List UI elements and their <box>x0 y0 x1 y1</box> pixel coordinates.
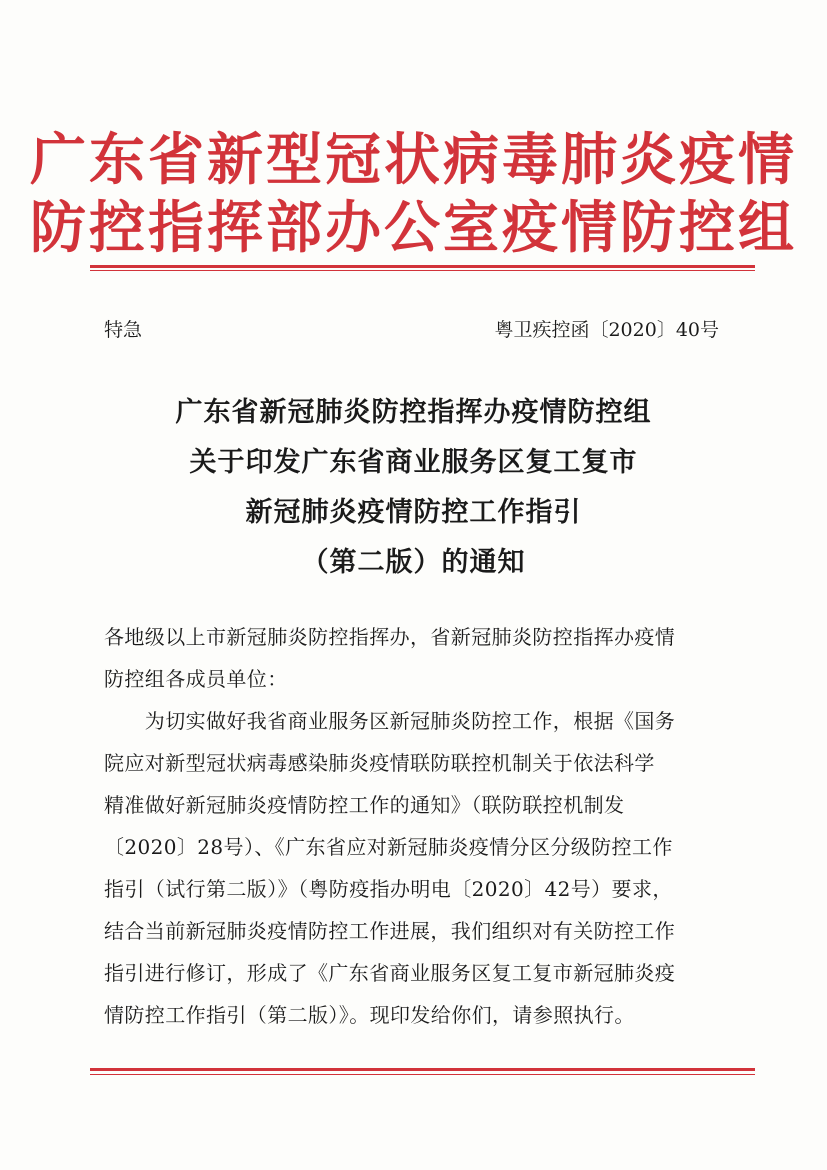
body-text-line: 指引（试行第二版）》（粤防疫指办明电〔2020〕42号）要求， <box>104 877 673 901</box>
document-number: 粤卫疾控函〔2020〕40号 <box>494 319 719 341</box>
body-text-line: 各地级以上市新冠肺炎防控指挥办，省新冠肺炎防控指挥办疫情 <box>104 625 676 649</box>
letterhead-title-line-1: 广东省新型冠状病毒肺炎疫情 <box>30 128 797 193</box>
body-text-line: 精准做好新冠肺炎疫情防控工作的通知》（联防联控机制发 <box>104 793 625 817</box>
letterhead-title-line-2: 防控指挥部办公室疫情防控组 <box>30 196 797 261</box>
notice-title-line-1: 广东省新冠肺炎防控指挥办疫情防控组 <box>175 397 652 428</box>
body-text-line: 情防控工作指引（第二版）》。现印发给你们，请参照执行。 <box>104 1003 635 1027</box>
body-text-line: 为切实做好我省商业服务区新冠肺炎防控工作，根据《国务 <box>104 709 676 733</box>
body-text-line: 防控组各成员单位： <box>104 667 288 691</box>
letterhead-divider-thin <box>90 270 755 271</box>
body-text-line: 〔2020〕28号）、《广东省应对新冠肺炎疫情分区分级防控工作 <box>104 835 673 859</box>
letterhead-divider-thick <box>90 265 755 268</box>
body-text-line: 院应对新型冠状病毒感染肺炎疫情联防联控机制关于依法科学 <box>104 751 655 775</box>
notice-title-line-3: 新冠肺炎疫情防控工作指引 <box>245 497 582 528</box>
footer-divider-thin <box>90 1074 755 1075</box>
body-text-line: 结合当前新冠肺炎疫情防控工作进展，我们组织对有关防控工作 <box>104 919 676 943</box>
footer-divider-thick <box>90 1068 755 1071</box>
body-text-line: 指引进行修订，形成了《广东省商业服务区复工复市新冠肺炎疫 <box>104 961 676 985</box>
notice-title-line-2: 关于印发广东省商业服务区复工复市 <box>189 447 638 478</box>
urgency-label: 特急 <box>104 319 143 341</box>
notice-title-line-4: （第二版）的通知 <box>301 547 526 578</box>
